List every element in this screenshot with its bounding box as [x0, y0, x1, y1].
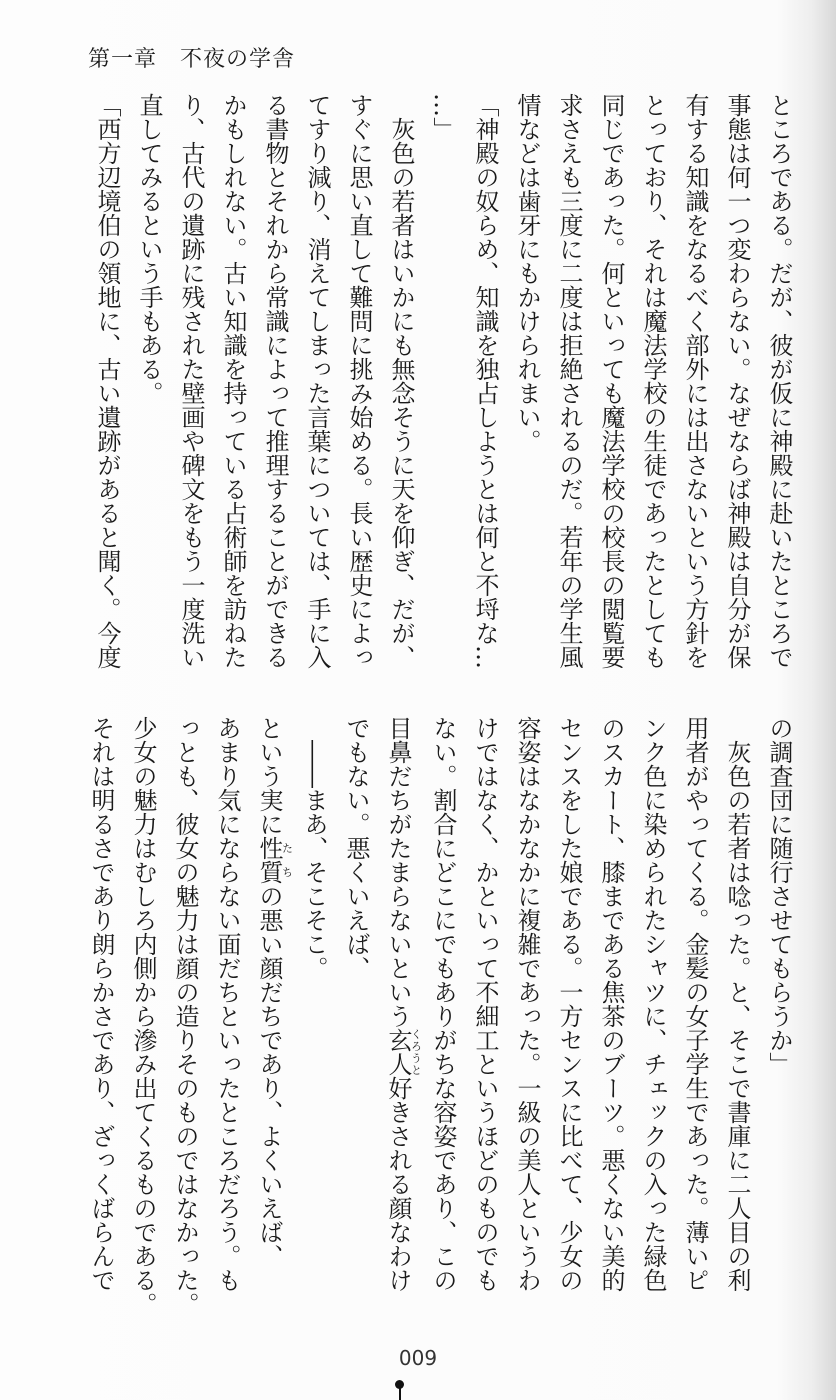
text-line: 灰色の若者は唸った。と、そこで書庫に二人目の利	[723, 716, 751, 1292]
text-line: る書物とそれから常識によって推理することができる	[261, 93, 289, 669]
text-line: とっており、それは魔法学校の生徒であったとしても	[639, 93, 667, 669]
body-text-bottom	[80, 716, 800, 1321]
text-line: という実に性質たちの悪い顔だちであり、よくいえば、	[255, 716, 293, 1268]
text-line: センスをした娘である。一方センスに比べて、少女の	[555, 716, 583, 1292]
text-line: 情などは歯牙にもかけられまい。	[513, 93, 541, 453]
text-line: り、古代の遺跡に残された壁画や碑文をもう一度洗い	[177, 93, 205, 669]
text-line: 同じであった。何といっても魔法学校の校長の閲覧要	[597, 93, 625, 669]
text-line: の調査団に随行させてもらうか」	[765, 716, 793, 1076]
ruby-annotation: 性質たち	[255, 836, 293, 884]
body-text-top	[86, 93, 800, 698]
text-line: かもしれない。古い知識を持っている占術師を訪ねた	[219, 93, 247, 669]
text-line: けではなく、かといって不細工というほどのものでも	[471, 716, 499, 1292]
page-number: 009	[398, 1346, 438, 1370]
text-line: …」	[429, 93, 457, 141]
text-line: ――まあ、そこそこ。	[300, 716, 328, 980]
text-line: ンク色に染められたシャツに、チェックの入った緑色	[639, 716, 667, 1292]
chapter-header: 第一章 不夜の学舎	[88, 47, 296, 72]
text-line: っとも、彼女の魅力は顔の造りそのものではなかった。	[171, 716, 199, 1316]
text-line: 事態は何一つ変わらない。なぜならば神殿は自分が保	[723, 93, 751, 669]
page-marker-line	[399, 1388, 401, 1400]
text-line: 容姿はなかなかに複雑であった。一級の美人というわ	[513, 716, 541, 1292]
text-line: 灰色の若者はいかにも無念そうに天を仰ぎ、だが、	[387, 93, 415, 669]
text-line: それは明るさであり朗らかさであり、ざっくばらんで	[87, 716, 115, 1292]
text-line: 用者がやってくる。金髪の女子学生であった。薄いピ	[681, 716, 709, 1292]
text-line: すぐに思い直して難問に挑み始める。長い歴史によっ	[345, 93, 373, 669]
text-line: てすり減り、消えてしまった言葉については、手に入	[303, 93, 331, 669]
text-line: 少女の魅力はむしろ内側から滲み出てくるものである。	[129, 716, 157, 1316]
text-line: 「西方辺境伯の領地に、古い遺跡があると聞く。今度	[93, 93, 121, 669]
text-line: 求さえも三度に二度は拒絶されるのだ。若年の学生風	[555, 93, 583, 669]
text-line: 目鼻だちがたまらないという玄人くろうと好きされる顔なわけ	[384, 716, 422, 1292]
text-line: ない。割合にどこにでもありがちな容姿であり、この	[429, 716, 457, 1292]
text-line: あまり気にならない面だちといったところだろう。も	[213, 716, 241, 1292]
text-line: 「神殿の奴らめ、知識を独占しようとは何と不埒な…	[471, 93, 499, 669]
text-line: でもない。悪くいえば、	[342, 716, 370, 980]
text-line: のスカート、膝まである焦茶のブーツ。悪くない美的	[597, 716, 625, 1292]
text-line: ところである。だが、彼が仮に神殿に赴いたところで	[765, 93, 793, 669]
text-line: 有する知識をなるべく部外には出さないという方針を	[681, 93, 709, 669]
text-line: 直してみるという手もある。	[135, 93, 163, 405]
ruby-annotation: 玄人くろうと	[384, 1028, 422, 1076]
